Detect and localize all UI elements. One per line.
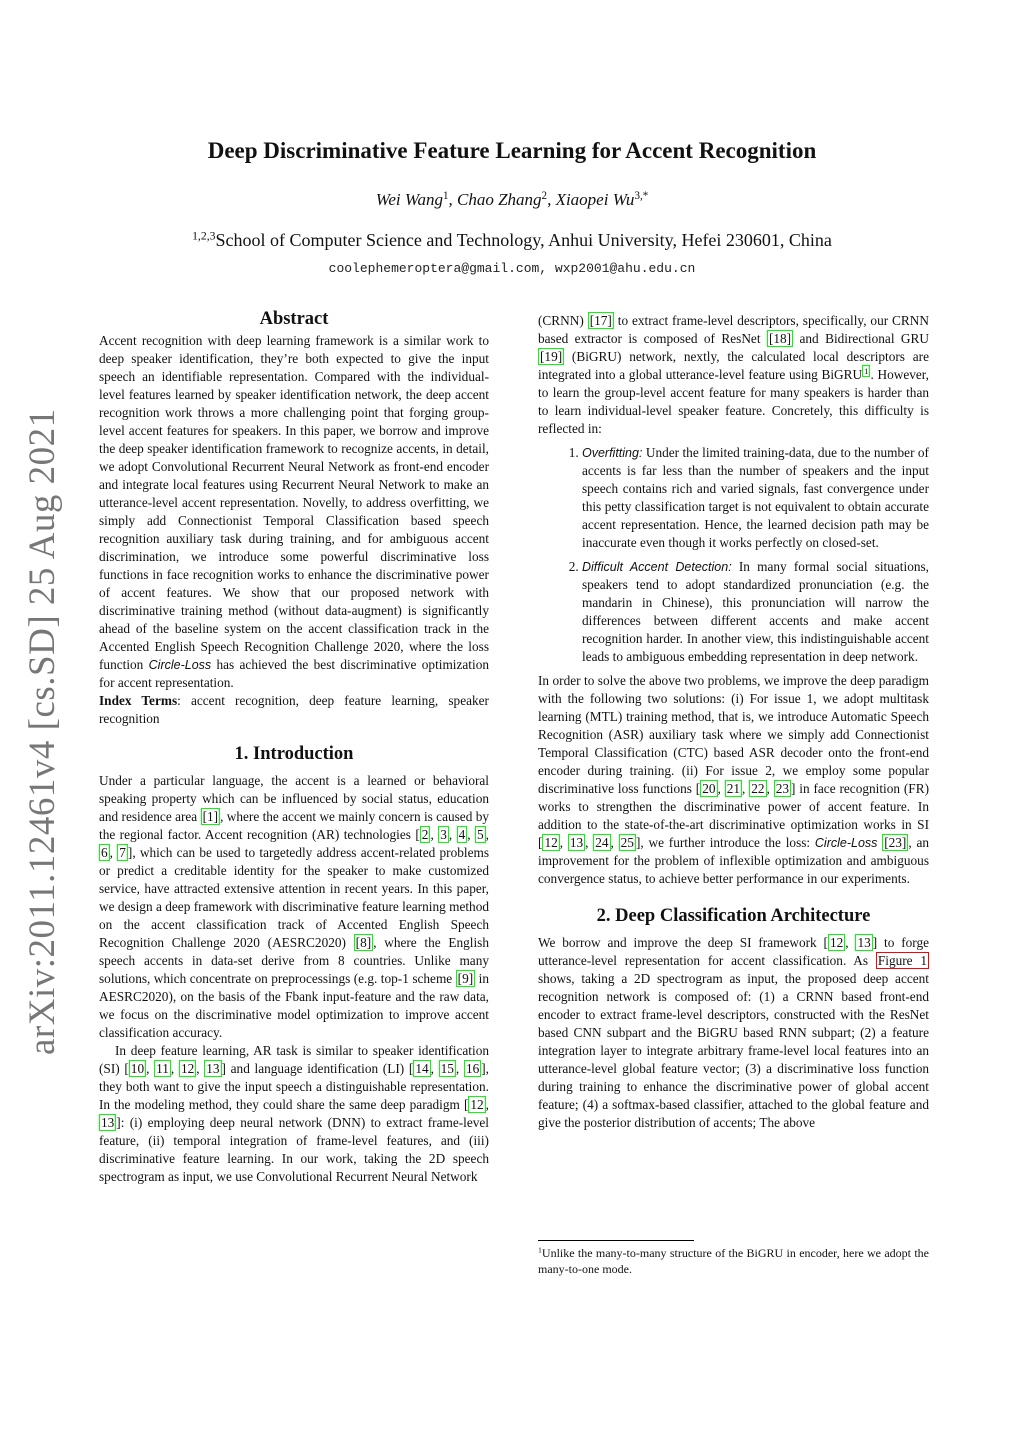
text: , where the English speech accents in data-set derive from 8 countries. Unlike many solutions, which concentrate on preprocessings (e.g. top-1 scheme (99, 935, 490, 986)
citation-link[interactable]: 11 (156, 1061, 169, 1076)
text: ], which can be used to targetedly address accent-related problems or predict a creditable identity for the speaker to make customized service, have attracted extensive attention in recent years. In this paper, we design a deep framework with discriminative feature learning method on the accent classification track of Accented English Speech Recognition Challenge 2020 (AESRC2020) (99, 845, 490, 950)
index-terms-text: : accent recognition, deep feature learning, speaker recognition (99, 693, 489, 726)
footnote-link[interactable]: 1 (864, 366, 869, 377)
citation-link[interactable]: 15 (440, 1061, 454, 1076)
left-column (99, 307, 489, 1186)
paper-title: Deep Discriminative Feature Learning for Accent Recognition (207, 138, 817, 163)
text: We borrow and improve the deep SI framework [ (538, 935, 828, 950)
citation-link[interactable]: 3 (440, 827, 447, 842)
intro-paragraph-1: Under a particular language, the accent is a learned or behavioral speaking property which can be influenced by social status, education and residence area [1] , where the accent we mainly concern is caused by the regional factor. Accent recognition (AR) technologies [ 2 , 3 , 4 , 5 , 6 , 7 ], which can be used to targetedly address accent-related problems or predict a creditable identity for the speaker to make customized service, have attracted extensive attention in recent years. In this paper, we design a deep framework with discriminative feature learning method on the accent classification track of Accented English Speech Recognition Challenge 2020 (AESRC2020) [8] , where the English speech accents in data-set derive from 8 countries. Unlike many solutions, which concentrate on preprocessings (e.g. top-1 scheme [9] in AESRC2020), on the basis of the Fbank input-feature and the raw data, we focus on the discriminative model optimization to improve accent classification accuracy. (99, 773, 490, 1040)
author-name: Chao Zhang (457, 190, 542, 209)
author-name: Wei Wang (375, 190, 443, 209)
text: ], they both want to give the input speech a distinguishable representation. In the modeling method, they could share the same deep paradigm [ (99, 1061, 489, 1112)
intro-heading: 1. Introduction (234, 744, 354, 764)
citation-link[interactable]: [18] (768, 331, 792, 346)
abstract-body (99, 332, 489, 692)
list-item (582, 558, 929, 666)
text: ] and language identification (LI) [ (221, 1061, 414, 1076)
citation-link[interactable]: 12 (544, 835, 558, 850)
affiliation (0, 230, 1024, 251)
text: In deep feature learning, AR task is similar to speaker identification (SI) [ (99, 1043, 489, 1076)
text: and Bidirectional GRU (793, 331, 929, 346)
citation-link[interactable]: 21 (726, 781, 741, 796)
citation-link[interactable]: 16 (465, 1061, 480, 1076)
abstract-text-end: has achieved the best discriminative optimization for accent representation. (99, 657, 489, 690)
index-terms (99, 692, 489, 728)
text: . However, to learn the group-level accent feature for many speakers is harder than to learn individual-level speaker feature. Concretely, this difficulty is reflected in: (538, 367, 929, 436)
author-emails[interactable]: coolephemeroptera@gmail.com, wxp2001@ahu.edu.cn (328, 261, 696, 276)
citation-link[interactable]: 12 (829, 935, 844, 950)
citation-link[interactable]: 4 (458, 827, 466, 842)
citation-link[interactable]: [17] (589, 313, 612, 328)
citation-link[interactable]: 13 (101, 1115, 115, 1130)
citation-link[interactable]: 13 (206, 1061, 220, 1076)
affiliation-text: School of Computer Science and Technology, Anhui University, Hefei 230601, China (215, 230, 832, 250)
text: ] to forge utterance-level representation for accent classification. As (538, 935, 930, 968)
citation-link[interactable]: [19] (540, 349, 563, 364)
author-sup: 1 (442, 189, 449, 202)
text: Under a particular language, the accent is a learned or behavioral speaking property which can be influenced by social status, education and residence area (99, 773, 489, 824)
list-item (582, 444, 929, 552)
citation-link[interactable]: [8] (355, 935, 372, 950)
citation-link[interactable]: 22 (751, 781, 765, 796)
footnote-text: Unlike the many-to-many structure of the BiGRU in encoder, here we adopt the many-to-one mode. (538, 1246, 929, 1276)
text: , where the accent we mainly concern is caused by the regional factor. Accent recognition (AR) technologies [ (99, 809, 489, 842)
abstract-circle-loss: Circle-Loss (148, 658, 212, 672)
text: (BiGRU) network, nextly, the calculated local descriptors are integrated into a global utterance-level feature using BiGRU (538, 349, 929, 382)
footnote (538, 1245, 929, 1277)
difficulty-list (538, 444, 929, 666)
text: to extract frame-level descriptors, specifically, our CRNN based extractor is composed of ResNet (538, 313, 929, 346)
list-item-label: Overfitting: (582, 446, 643, 460)
list-item-label: Difficult Accent Detection: (582, 560, 732, 574)
list-item-text: Under the limited training-data, due to the number of accents is far less than the number of speakers and the input speech contains rich and varied signals, fast convergence under this petty classification target is not equivalent to obtain accurate accent representation. Hence, the learned decision path may be inaccurate even though it works perfectly on closed-set. (582, 445, 929, 550)
citation-link[interactable]: 2 (421, 827, 429, 842)
crnn-paragraph (538, 312, 929, 438)
citation-link[interactable]: 14 (415, 1061, 429, 1076)
text: ] in face recognition (FR) works to strengthen the discriminative power of accent feature. In addition to the state-of-the-art discriminative optimization works in SI [ (538, 781, 929, 850)
list-item-text: In many formal social situations, speakers tend to adopt standardized pronunciation (e.g. the mandarin in Chinese), this pronunciation will narrow the differences between different accents and make accent recognition harder. In another view, this indistinguishable accent leads to ambiguous embedding representation in deep network. (582, 559, 929, 664)
circle-loss-term: Circle-Loss (814, 836, 878, 850)
index-terms-label: Index Terms (99, 693, 178, 708)
footnote-number: 1 (538, 1245, 542, 1255)
solutions-paragraph: In order to solve the above two problems, we improve the deep paradigm with the following two solutions: (i) For issue 1, we adopt multitask learning (MTL) training method, that is, we introduce Automatic Speech Recognition (ASR) auxiliary task where we simply add Connectionist Temporal Classification (CTC) based ASR decoder onto the front-end encoder during training. (ii) For issue 2, we employ some popular discriminative loss functions [ 20 , 21 , 22 , 23 ] in face recognition (FR) works to strengthen the discriminative power of accent feature. In addition to the state-of-the-art discriminative optimization works in SI [ 12 , 13 , 24 , 25 ], we further introduce the loss: Circle-Loss [23] , an improvement for the problem of inflexible optimization and ambiguous convergence status, to achieve better performance in our experiments. (538, 673, 929, 886)
figure-link[interactable]: Figure 1 (877, 953, 927, 968)
citation-link[interactable]: 23 (775, 781, 789, 796)
architecture-heading: 2. Deep Classification Architecture (596, 906, 871, 926)
text: , an improvement for the problem of inflexible optimization and ambiguous convergence status, to achieve better performance in our experiments. (538, 835, 929, 886)
citation-link[interactable]: 13 (569, 835, 584, 850)
citation-link[interactable]: [23] (884, 835, 907, 850)
text: shows, taking a 2D spectrogram as input, the proposed deep accent recognition network is composed of: (1) a CRNN based front-end encoder to extract frame-level descriptors, constructed with the ResNet based CNN subpart and the BiGRU based RNN subpart; (2) a feature integration layer to integrate arbitrary frame-level local features into an utterance-level global feature vector; (3) a discriminative loss function during training to enhance the discriminative power of global accent feature; (4) a softmax-based classifier, attached to the global feature and give the posterior distribution of accents; The above (538, 971, 929, 1130)
intro-paragraph-2: In deep feature learning, AR task is similar to speaker identification (SI) [ 10 , 11 , 12 , 13 ] and language identification (LI) [ 14 , 15 , 16 ], they both want to give the input speech a distinguishable representation. In the modeling method, they could share the same deep paradigm [ 12 , 13 ]: (i) employing deep neural network (DNN) to extract frame-level feature, (ii) temporal integration of frame-level features, and (iii) discriminative feature learning. In our work, taking the 2D speech spectrogram as input, we use Convolutional Recurrent Neural Network (99, 1043, 489, 1184)
citation-link[interactable]: 10 (130, 1061, 145, 1076)
text: in AESRC2020), on the basis of the Fbank input-feature and the raw data, we focus on the discriminative model optimization to improve accent classification accuracy. (99, 971, 489, 1040)
author-list (0, 190, 1024, 210)
affiliation-sup: 1,2,3 (192, 229, 216, 243)
arxiv-identifier: arXiv:2011.12461v4 [cs.SD] 25 Aug 2021 (22, 408, 63, 1055)
footnote-divider (538, 1240, 694, 1241)
right-column (538, 312, 929, 1132)
citation-link[interactable]: 12 (470, 1097, 484, 1112)
citation-link[interactable]: [9] (457, 971, 474, 986)
architecture-paragraph: We borrow and improve the deep SI framework [ 12 , 13 ] to forge utterance-level representation for accent classification. As Figure 1 shows, taking a 2D spectrogram as input, the proposed deep accent recognition network is composed of: (1) a CRNN based front-end encoder to extract frame-level descriptors, constructed with the ResNet based CNN subpart and the BiGRU based RNN subpart; (2) a feature integration layer to integrate arbitrary frame-level local features into an utterance-level global feature vector; (3) a discriminative loss function during training to enhance the discriminative power of global accent feature; (4) a softmax-based classifier, attached to the global feature and give the posterior distribution of accents; The above (538, 935, 930, 1130)
citation-link[interactable]: 5 (477, 827, 484, 842)
author-sup: 3,* (634, 189, 649, 202)
citation-link[interactable]: 20 (702, 781, 716, 796)
abstract-text: Accent recognition with deep learning framework is a similar work to deep speaker identification, they’re both expected to give the input speech an identifiable representation. Compared with the individual-level features learned by speaker identification network, the deep accent recognition work throws a more challenging point that forging group-level accent features for speakers. In this paper, we borrow and improve the deep speaker identification framework to recognize accents, in detail, we adopt Convolutional Recurrent Neural Network as front-end encoder and integrate local features using Recurrent Neural Network to make an utterance-level accent representation. Novelly, to address overfitting, we simply add Connectionist Temporal Classification based speech recognition auxiliary task during training, and for ambiguous accent discrimination, we introduce some powerful discriminative loss functions in face recognition works to enhance the discriminative power of accent features. We show that our proposed network with discriminative training method (without data-augment) is significantly ahead of the baseline system on the accent classification track in the Accented English Speech Recognition Challenge 2020, where the loss function (99, 333, 489, 672)
citation-link[interactable]: 13 (857, 935, 871, 950)
text: In order to solve the above two problems, we improve the deep paradigm with the following two solutions: (i) For issue 1, we adopt multitask learning (MTL) training method, that is, we introduce Automatic Speech Recognition (ASR) auxiliary task where we simply add Connectionist Temporal Classification (CTC) based ASR decoder onto the front-end encoder during training. (ii) For issue 2, we employ some popular discriminative loss functions [ (538, 673, 929, 796)
author-sep: , (448, 190, 457, 209)
author-sep: , (547, 190, 556, 209)
text: ], we further introduce the loss: (635, 835, 815, 850)
citation-link[interactable]: 6 (101, 845, 108, 860)
citation-link[interactable]: 12 (180, 1061, 195, 1076)
citation-link[interactable]: [1] (202, 809, 219, 824)
author-name: Xiaopei Wu (555, 190, 635, 209)
citation-link[interactable]: 7 (119, 845, 126, 860)
text: ]: (i) employing deep neural network (DNN) to extract frame-level feature, (ii) temporal integration of frame-level features, and (iii) discriminative feature learning. In our work, taking the 2D speech spectrogram as input, we use Convolutional Recurrent Neural Network (99, 1115, 489, 1184)
author-sup: 2 (541, 189, 548, 202)
citation-link[interactable]: 25 (620, 835, 634, 850)
abstract-heading: Abstract (259, 309, 329, 329)
text: (CRNN) (538, 313, 588, 328)
citation-link[interactable]: 24 (595, 835, 609, 850)
